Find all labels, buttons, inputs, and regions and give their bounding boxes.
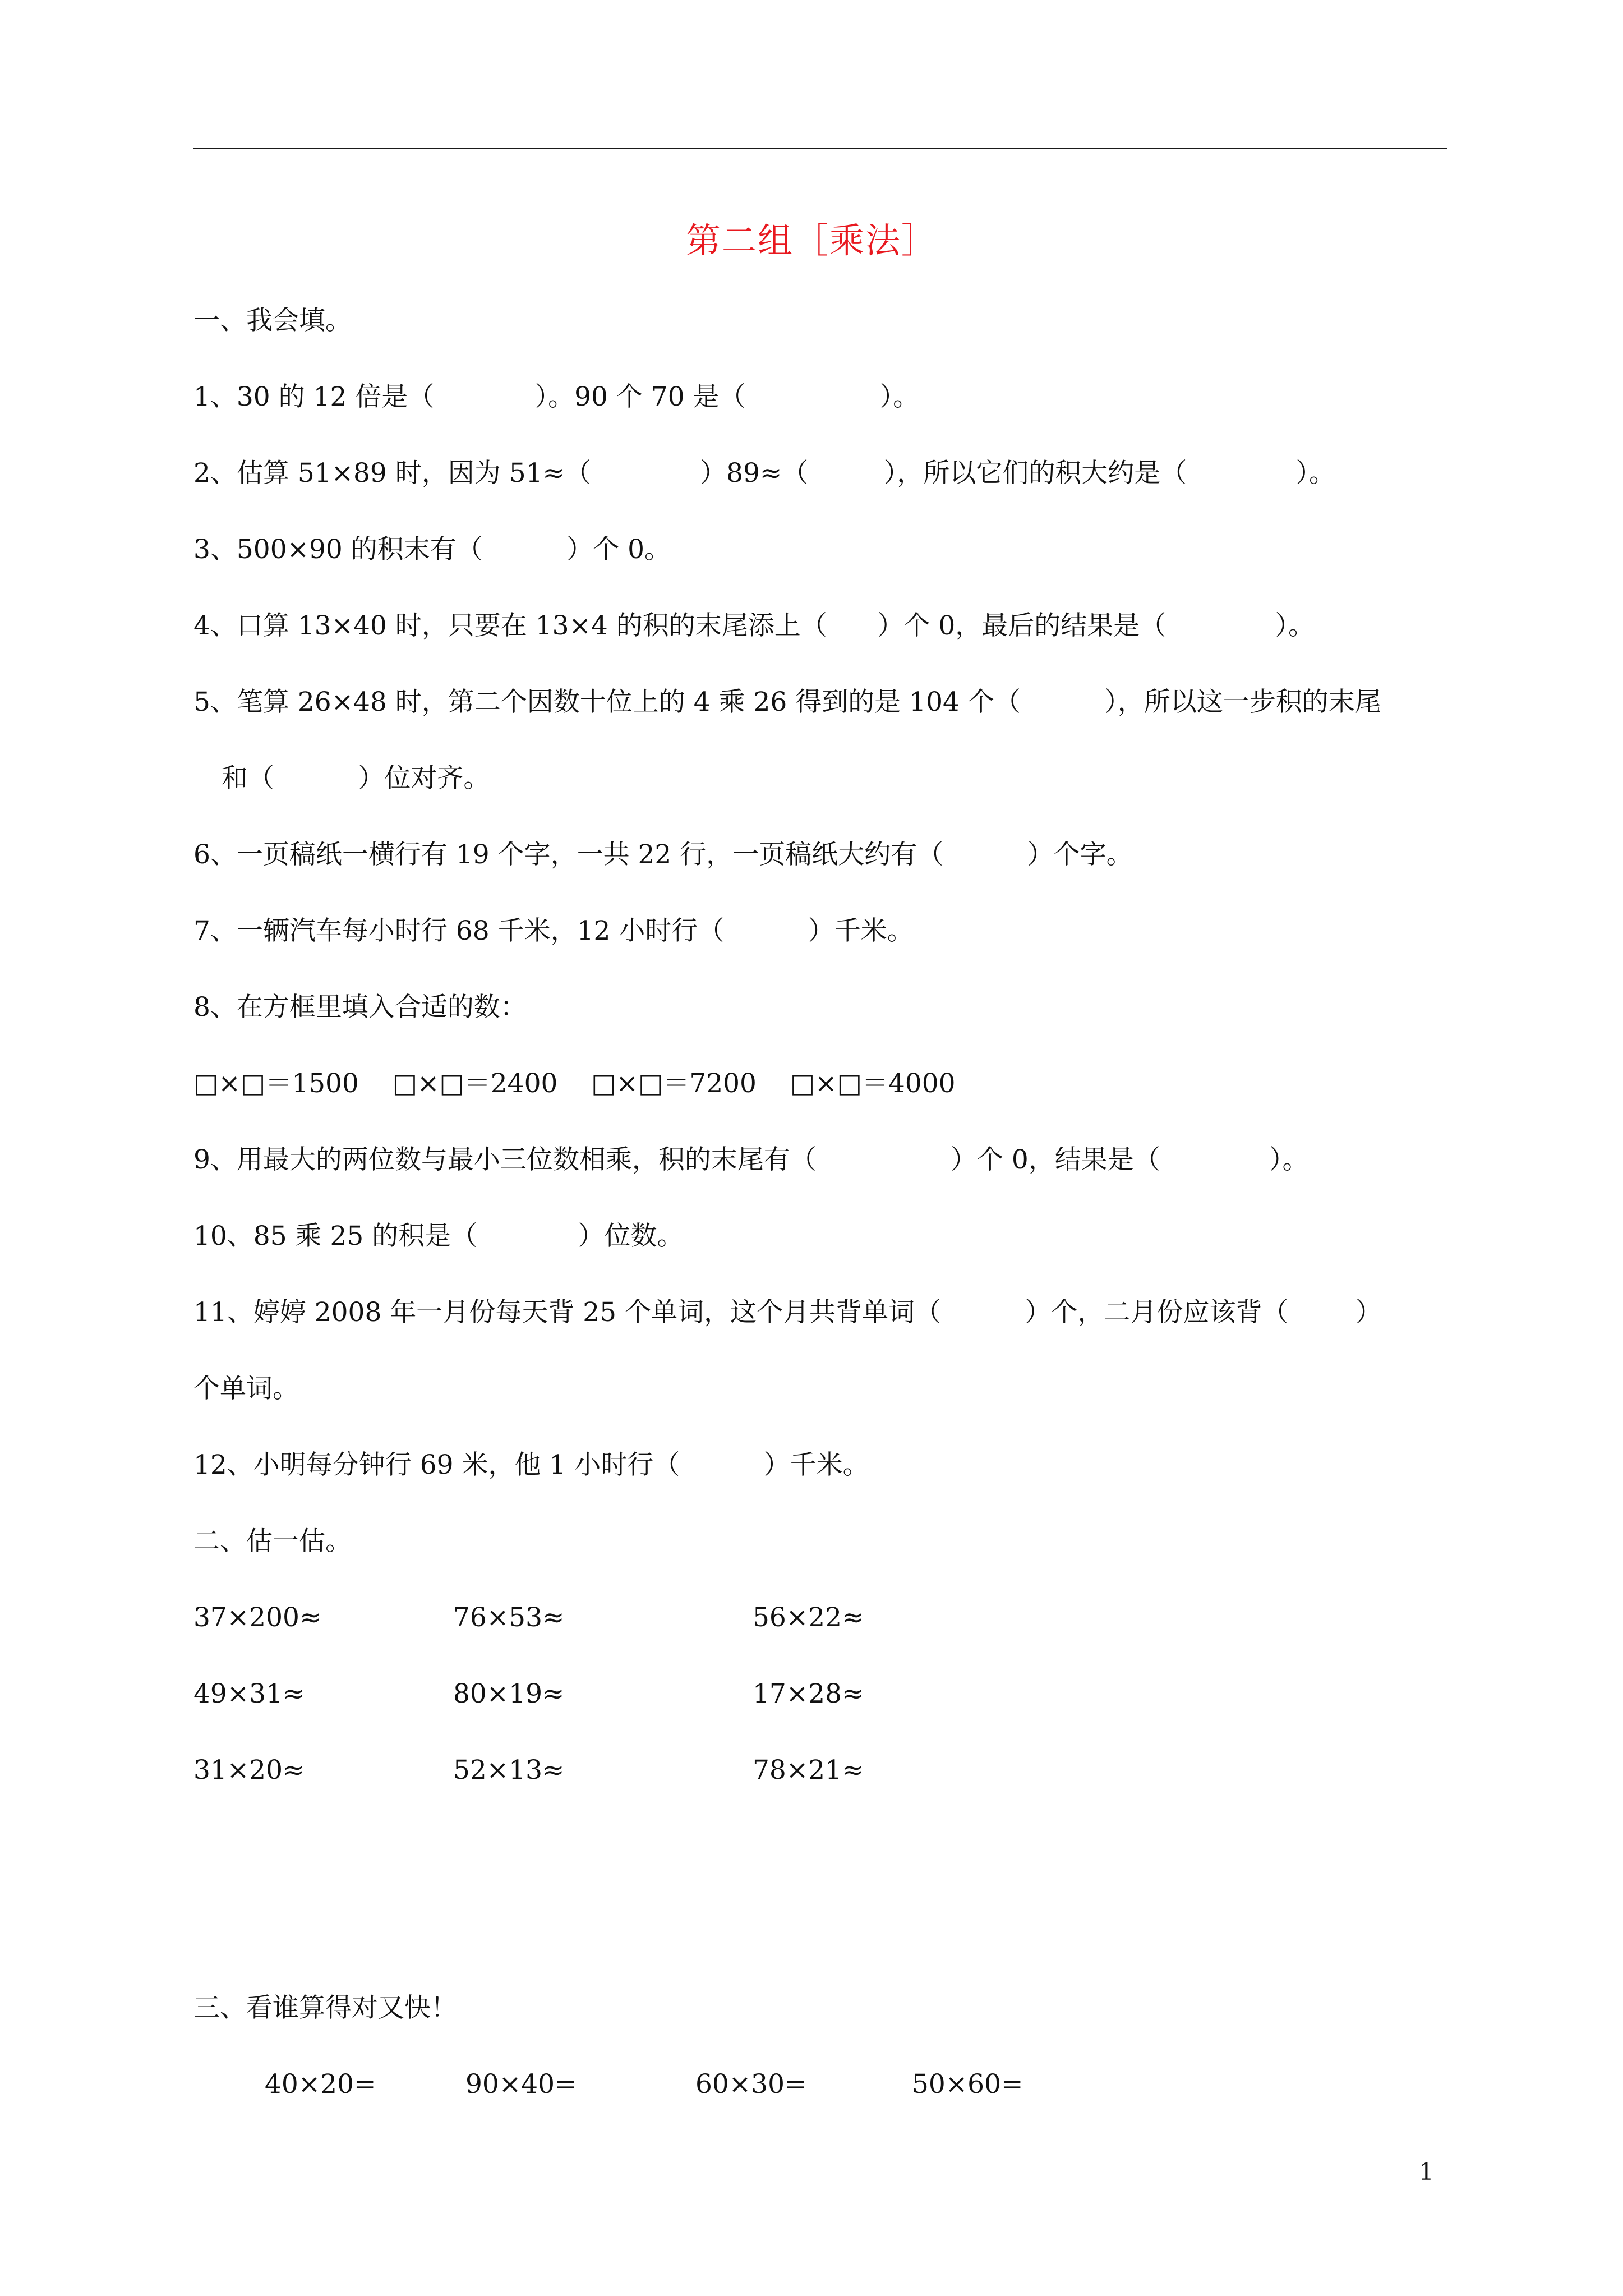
compute-item: 40×20= <box>265 2069 376 2100</box>
estimate-item: 49×31≈ <box>193 1678 305 1709</box>
question-4: 4、口算 13×40 时，只要在 13×4 的积的末尾添上（ ）个 0，最后的结果是（ ）。 <box>193 610 1315 641</box>
question-2: 2、估算 51×89 时，因为 51≈（ ）89≈（ ），所以它们的积大约是（ ）。 <box>193 458 1335 489</box>
section-heading-fill: 一、我会填。 <box>193 305 352 336</box>
question-5: 5、笔算 26×48 时，第二个因数十位上的 4 乘 26 得到的是 104 个（ ），所以这一步积的末尾 <box>193 687 1381 717</box>
question-5-cont: 和（ ）位对齐。 <box>222 763 490 794</box>
estimate-item: 52×13≈ <box>453 1755 565 1786</box>
question-10: 10、85 乘 25 的积是（ ）位数。 <box>193 1221 684 1251</box>
estimate-item: 76×53≈ <box>453 1602 565 1633</box>
estimate-item: 56×22≈ <box>753 1602 864 1633</box>
estimate-item: 80×19≈ <box>453 1678 565 1709</box>
question-9: 9、用最大的两位数与最小三位数相乘，积的末尾有（ ）个 0，结果是（ ）。 <box>193 1144 1309 1175</box>
question-11: 11、婷婷 2008 年一月份每天背 25 个单词，这个月共背单词（ ）个，二月份应该背（ ） <box>193 1297 1382 1328</box>
compute-item: 90×40= <box>465 2069 577 2100</box>
compute-item: 50×60= <box>912 2069 1023 2100</box>
header-rule <box>193 148 1447 149</box>
page-number: 1 <box>1419 2158 1434 2185</box>
question-3: 3、500×90 的积末有（ ）个 0。 <box>193 534 671 565</box>
question-8: 8、在方框里填入合适的数： <box>193 992 527 1023</box>
question-7: 7、一辆汽车每小时行 68 千米，12 小时行（ ）千米。 <box>193 915 914 946</box>
compute-item: 60×30= <box>695 2069 807 2100</box>
estimate-item: 37×200≈ <box>193 1602 322 1633</box>
estimate-item: 17×28≈ <box>753 1678 864 1709</box>
question-11-cont: 个单词。 <box>193 1373 299 1404</box>
estimate-item: 31×20≈ <box>193 1755 305 1786</box>
question-12: 12、小明每分钟行 69 米，他 1 小时行（ ）千米。 <box>193 1450 869 1480</box>
question-6: 6、一页稿纸一横行有 19 个字，一共 22 行，一页稿纸大约有（ ）个字。 <box>193 839 1133 870</box>
page-title: 第二组［乘法］ <box>685 220 937 261</box>
section-heading-compute: 三、看谁算得对又快！ <box>193 1993 457 2023</box>
question-8-boxes: □×□＝1500 □×□＝2400 □×□＝7200 □×□＝4000 <box>193 1068 956 1099</box>
estimate-item: 78×21≈ <box>753 1755 864 1786</box>
question-1: 1、30 的 12 倍是（ ）。90 个 70 是（ ）。 <box>193 381 920 412</box>
section-heading-estimate: 二、估一估。 <box>193 1526 352 1557</box>
